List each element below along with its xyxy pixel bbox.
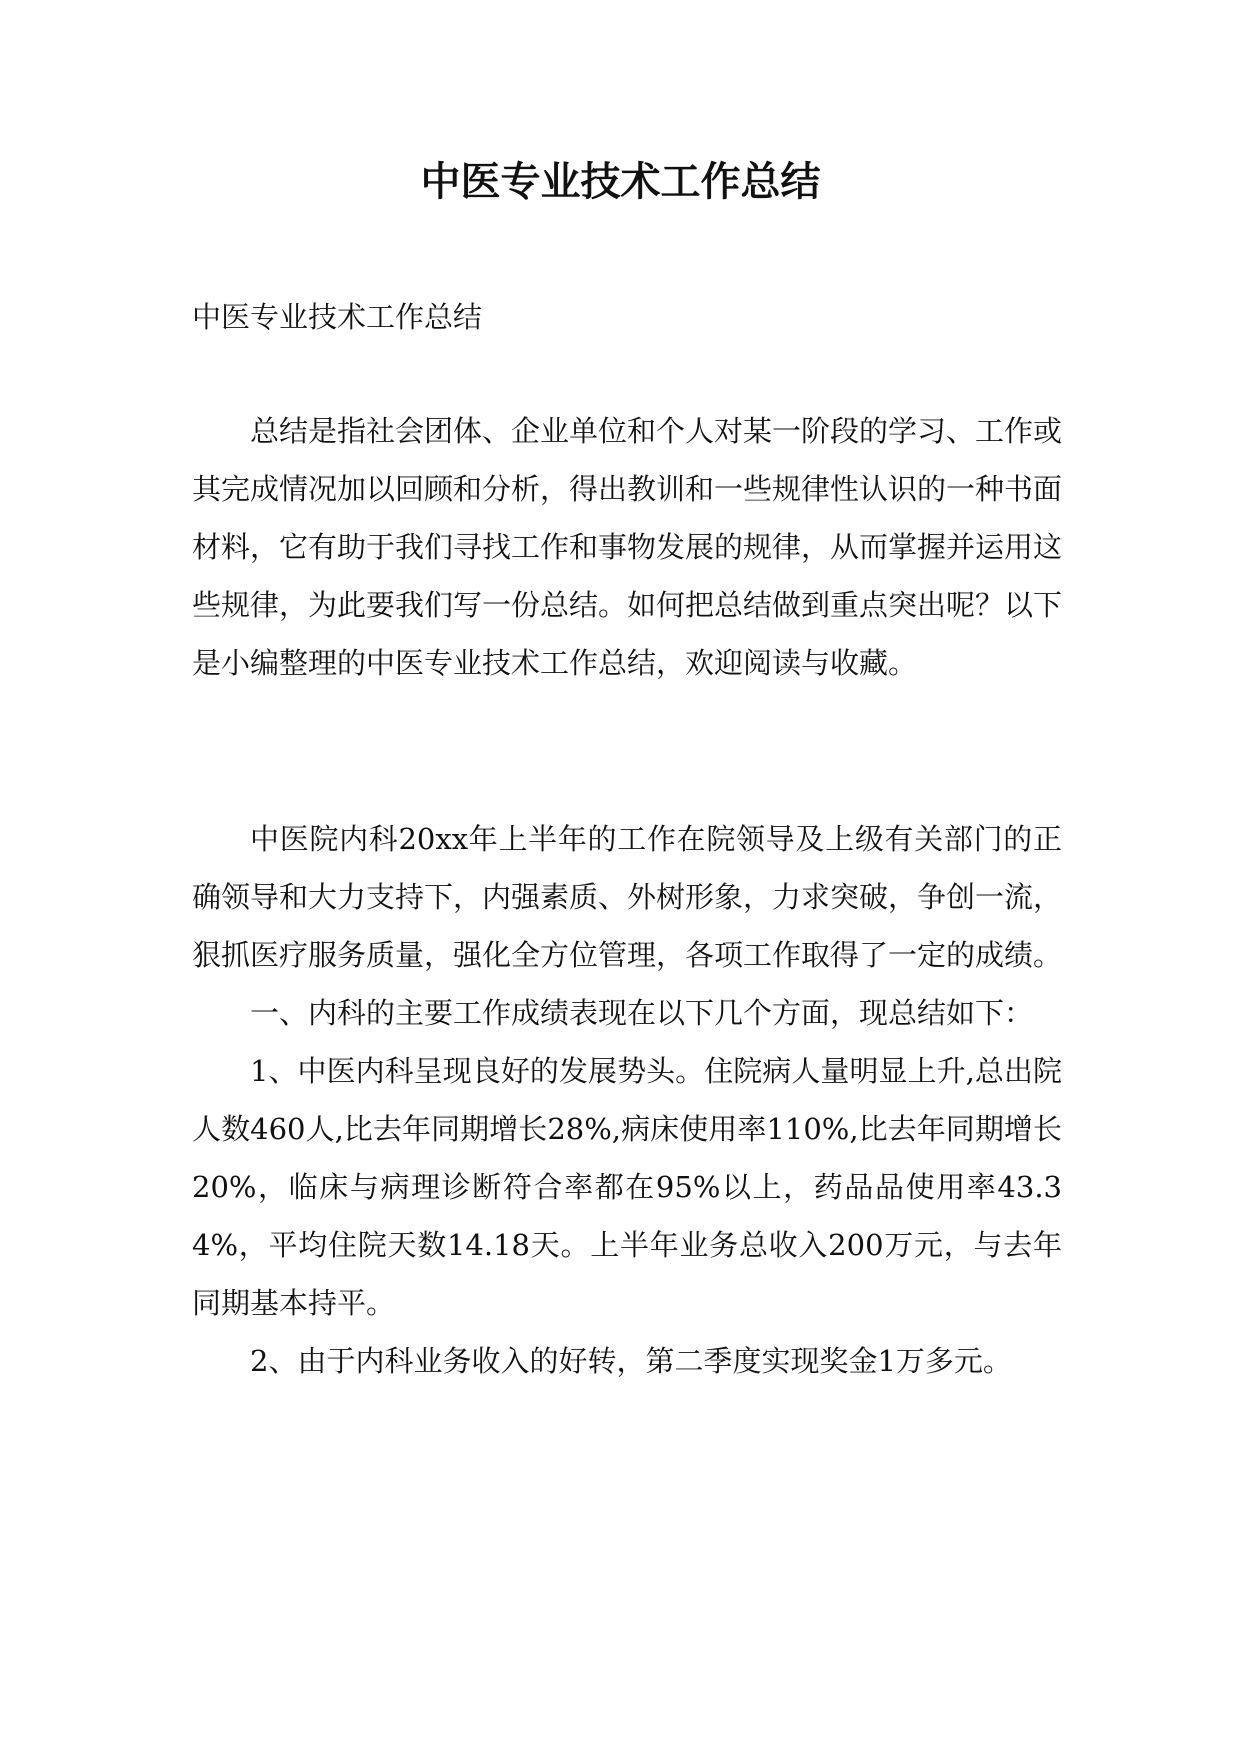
body-section xyxy=(192,810,1062,1390)
body-paragraph-2: 一、内科的主要工作成绩表现在以下几个方面，现总结如下： xyxy=(250,996,1034,1030)
intro-section xyxy=(192,402,1062,692)
document-subtitle: 中医专业技术工作总结 xyxy=(192,300,483,334)
body-paragraph-4: 2、由于内科业务收入的好转，第二季度实现奖金1万多元。 xyxy=(250,1344,1012,1378)
intro-paragraph: 总结是指社会团体、企业单位和个人对某一阶段的学习、工作或其完成情况加以回顾和分析，得出教训和一些规律性认识的一种书面材料，它有助于我们寻找工作和事物发展的规律，从而掌握并运用这些规律，为此要我们写一份总结。如何把总结做到重点突出呢？以下是小编整理的中医专业技术工作总结，欢迎阅读与收藏。 xyxy=(192,414,1063,680)
body-paragraph-1: 中医院内科20xx年上半年的工作在院领导及上级有关部门的正确领导和大力支持下，内强素质、外树形象，力求突破，争创一流，狠抓医疗服务质量，强化全方位管理，各项工作取得了一定的成绩。 xyxy=(192,822,1063,972)
document-title: 中医专业技术工作总结 xyxy=(420,158,821,205)
body-paragraph-3: 1、中医内科呈现良好的发展势头。住院病人量明显上升,总出院人数460人,比去年同期增长28%,病床使用率110%,比去年同期增长20%，临床与病理诊断符合率都在95%以上，药品品使用率43.34%，平均住院天数14.18天。上半年业务总收入200万元，与去年同期基本持平。 xyxy=(192,1054,1062,1320)
